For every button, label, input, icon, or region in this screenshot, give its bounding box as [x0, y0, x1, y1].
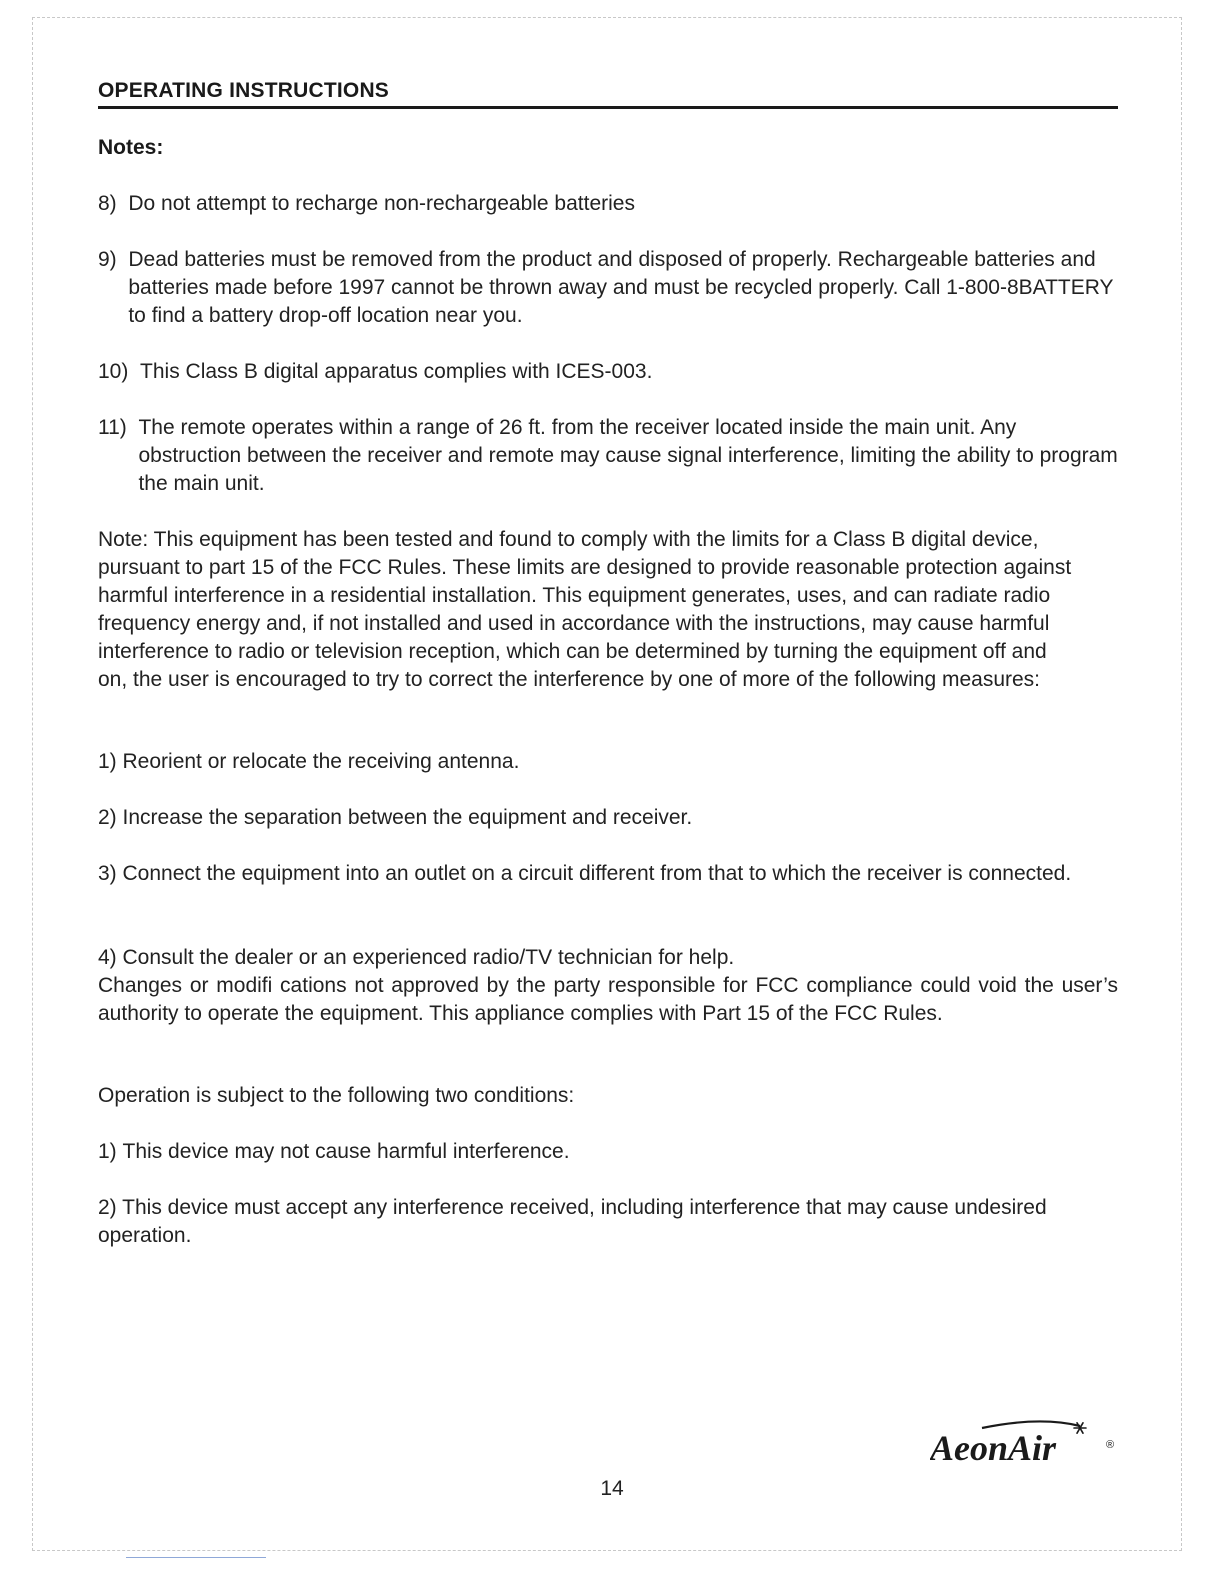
measure-item-3	[98, 860, 1073, 888]
condition-text: This device may not cause harmful interference.	[122, 1140, 570, 1163]
operation-intro: Operation is subject to the following two conditions:	[98, 1084, 575, 1107]
condition-item-1	[98, 1138, 1118, 1166]
condition-text: This device must accept any interference received, including interference that may cause undesired operation.	[98, 1196, 1047, 1247]
registered-mark: ®	[1106, 1439, 1115, 1451]
measure-text: Consult the dealer or an experienced radio/TV technician for help.	[122, 946, 735, 969]
note-item-9	[98, 246, 1120, 330]
fcc-note-paragraph: Note: This equipment has been tested and found to comply with the limits for a Class B digital device, pursuant to part 15 of the FCC Rules. These limits are designed to provide reasonable protection against harmful interference in a residential installation. This equipment generates, uses, and can radiate radio frequency energy and, if not installed and used in accordance with the instructions, may cause harmful interference to radio or television reception, which can be determined by turning the equipment off and on, the user is encouraged to try to correct the interference by one of more of the following measures:	[98, 528, 1072, 691]
note-text: Dead batteries must be removed from the product and disposed of properly. Rechargeable batteries and batteries made before 1997 cannot be thrown away and must be recycled properly. Call 1-800-8BATTERY to find a battery drop-off location near you.	[128, 248, 1114, 327]
note-number: 10)	[98, 360, 141, 383]
condition-number: 1)	[98, 1140, 123, 1163]
measure-text: Connect the equipment into an outlet on a circuit different from that to which the receiver is connected.	[122, 862, 1072, 885]
note-text: The remote operates within a range of 26 ft. from the receiver located inside the main unit. Any obstruction between the receiver and remote may cause signal interference, limiting the ability to program the main unit.	[138, 416, 1118, 495]
measure-number: 2)	[98, 806, 123, 829]
measure-text: Increase the separation between the equipment and receiver.	[122, 806, 693, 829]
measure-number: 4)	[98, 946, 123, 969]
aeonair-logo	[930, 1418, 1130, 1468]
note-item-8	[98, 190, 1118, 218]
condition-item-2	[98, 1194, 1058, 1250]
note-text: Do not attempt to recharge non-rechargeable batteries	[128, 192, 635, 215]
notes-label: Notes:	[98, 136, 164, 159]
note-item-11	[98, 414, 1118, 498]
measure-number: 3)	[98, 862, 123, 885]
measure-item-2	[98, 804, 1118, 832]
note-text: This Class B digital apparatus complies with ICES-003.	[140, 360, 653, 383]
section-heading: OPERATING INSTRUCTIONS	[98, 78, 1118, 109]
measure-item-1	[98, 748, 1118, 776]
page-number: 14	[600, 1477, 624, 1500]
logo-wordmark: AeonAir	[930, 1428, 1057, 1468]
note-item-10	[98, 358, 1118, 386]
note-number: 9)	[98, 248, 129, 271]
condition-number: 2)	[98, 1196, 123, 1219]
measure-text: Reorient or relocate the receiving antenna.	[122, 750, 520, 773]
scan-mark	[126, 1557, 266, 1558]
note-number: 8)	[98, 192, 129, 215]
measure-number: 1)	[98, 750, 123, 773]
measure-item-4	[98, 944, 1118, 972]
changes-note-paragraph: Changes or modifi cations not approved by the party responsible for FCC compliance could void the user’s authority to operate the equipment. This appliance complies with Part 15 of the FCC Rules.	[98, 974, 1118, 1025]
note-number: 11)	[98, 416, 139, 439]
